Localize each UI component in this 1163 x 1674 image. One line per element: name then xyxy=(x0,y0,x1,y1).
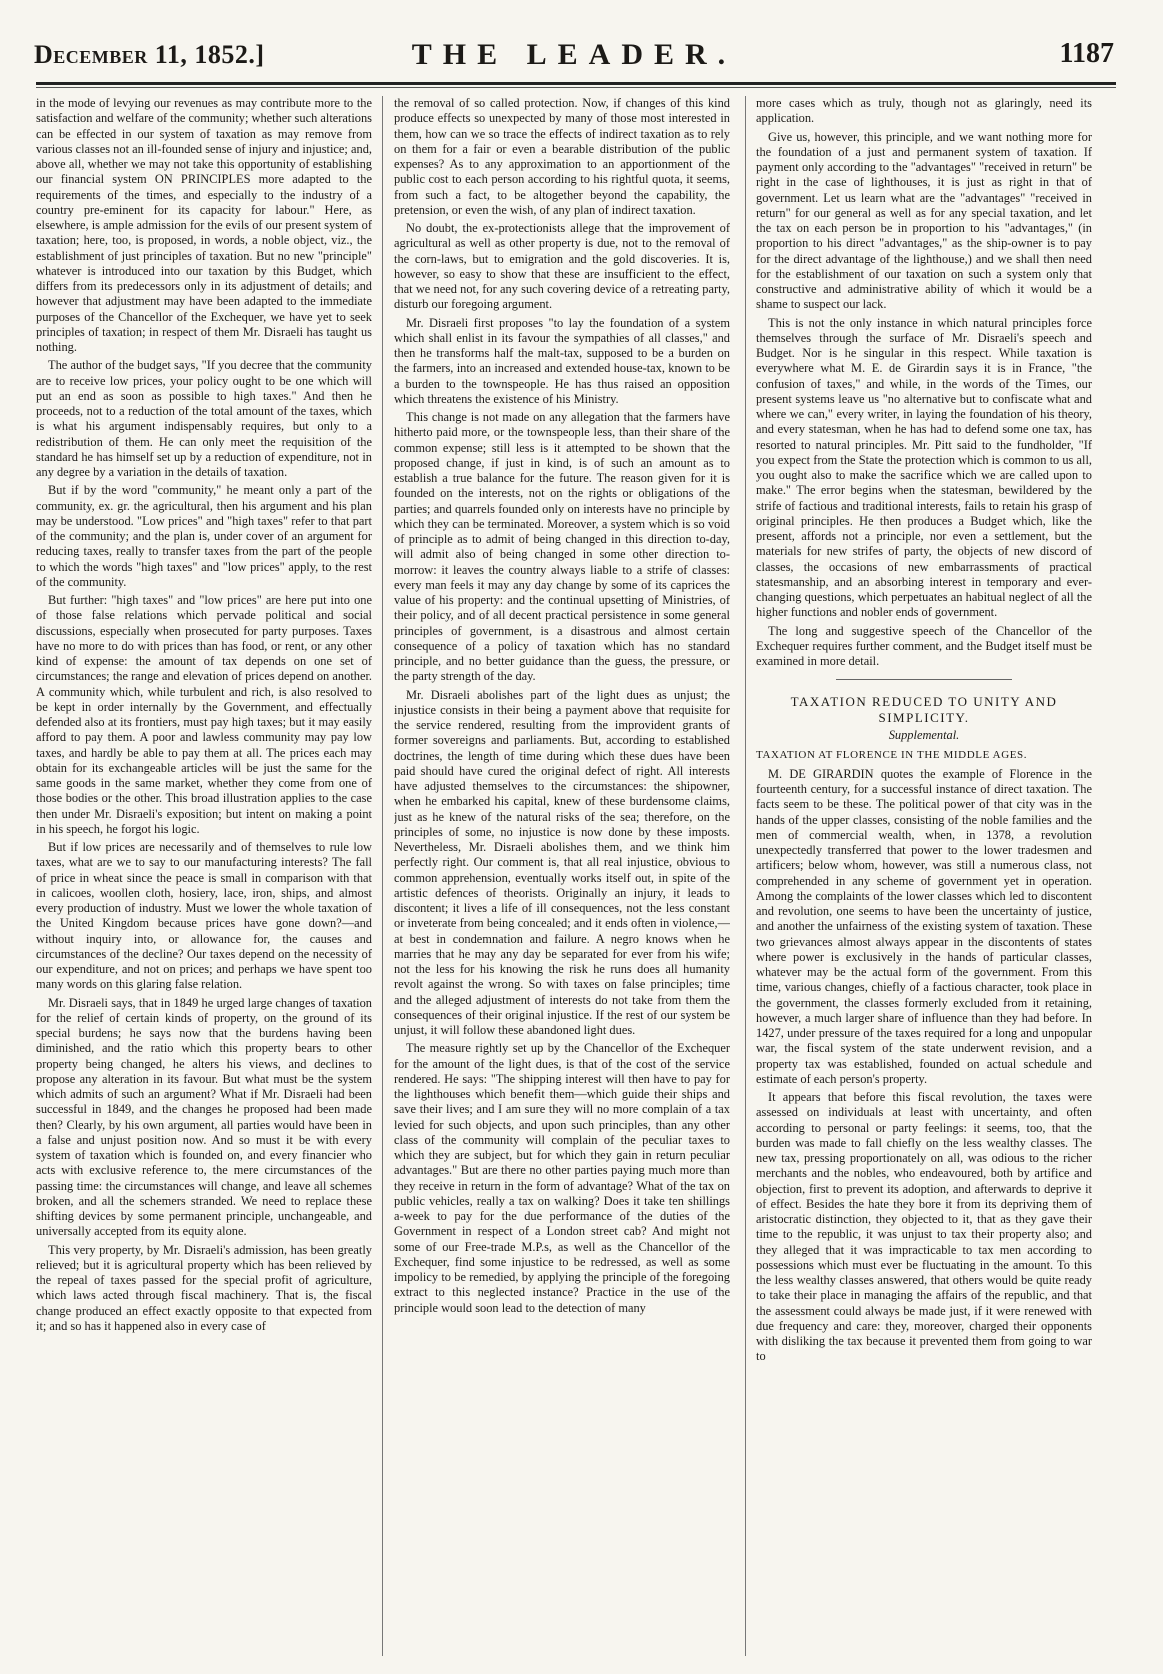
paragraph: M. DE GIRARDIN quotes the example of Florence in the fourteenth century, for a successful instance of direct taxation. The facts seem to be these. The political power of that city was in the hands of the upper classes, consisting of the noble families and the men of commercial wealth, when, in 1378, a revolution unexpectedly transferred that power to the lower tradesmen and artificers; below whom, however, was still a numerous class, not comprehended in any scheme of government yet in operation. Among the complaints of the lower classes which led to discontent and revolution, one seems to have been the uncertainty of justice, and another the unfairness of the existing system of taxation. These two grievances almost always appear in the discontents of states where power is exclusively in the hands of particular classes, whatever may be the actual form of the government. From this time, various changes, chiefly of a factious character, took place in the government, the classes formerly excluded from it retaining, however, a much larger share of influence than they had before. In 1427, under pressure of the taxes required for a long and unpopular war, the fiscal system of the state underwent revision, and a property tax was established, founded on actual schedule and estimate of each person's property. xyxy=(756,766,1092,1086)
article-subtitle: Supplemental. xyxy=(888,728,960,743)
paragraph: But further: "high taxes" and "low prices" are here put into one of those false relations which pervade political and social discussions, especially when prosecuted for party purposes. Taxes have no more to do with prices than has food, or rent, or any other kind of expense: the amount of tax depends on one set of circumstances; the range and elevation of prices depend on another. A community which, while turbulent and rich, is also resolved to be kept in order internally by the Government, and effectually defended also at its frontiers, must pay high taxes; but it may easily afford to pay them. A poor and lawless community may pay low taxes, and hardly be able to pay them at all. The prices each may obtain for its exchangeable articles will be just the same for the same goods in the same market, whether they come from one of those bodies or the other. This broad illustration applies to the case then under Mr. Disraeli's exposition; but intent on making a point in his speech, he forgot his logic. xyxy=(36,593,372,836)
paragraph: The author of the budget says, "If you decree that the community are to receive low prices, your policy ought to be one which will put an end as soon as possible to high taxes." And then he proceeds, not to a reduction of the total amount of the taxes, which is what his argument indispensably requires, but only to a redistribution of them. He can only meet the requisition of the standard he has himself set up by a reduction of expenditure, not in any degree by a variation in the details of taxation. xyxy=(36,358,372,479)
header-rule xyxy=(36,82,1116,85)
paragraph: No doubt, the ex-protectionists allege that the improvement of agricultural as well as other property is due, not to the removal of the corn-laws, but to emigration and the gold discoveries. It is, however, so easy to show that these are insufficient to the effect, that we need not, for any such covering device of a retreating party, disturb our foregoing argument. xyxy=(394,221,730,312)
paragraph: This is not the only instance in which natural principles force themselves through the surface of Mr. Disraeli's speech and Budget. Nor is he singular in this respect. While taxation is everywhere what M. E. de Girardin says it is in France, "the confusion of taxes," and while, in the words of the Times, our present systems leave us "no alternative but to confiscate what and where we can," every writer, in laying the foundation of his theory, and every statesman, when he has had to defend some one tax, has resorted to natural principles. Mr. Pitt said to the fundholder, "If you expect from the State the protection which is common to us all, you ought also to make the sacrifice which we are called upon to make." The error begins when the statesman, bewildered by the strife of factious and traditional interests, fails to retain his grasp of original principles. He then produces a Budget which, like the present, affords not a principle, nor even a settlement, but the materials for new strifes of party, the objects of new discord of classes, the occasions of new embarrassments of practical statesmanship, and an absorbing interest in temporary and ever-changing questions, which perpetuates an habitual neglect of all the higher functions and nobler ends of government. xyxy=(756,315,1092,620)
column-3 xyxy=(756,96,1092,1661)
paragraph: This change is not made on any allegation that the farmers have hitherto paid more, or the townspeople less, than their share of the common expense; still less is it attempted to be shown that the proposed change, if just in kind, is of such an amount as to establish a true balance for the future. The reason given for it is founded on the interests, not on the rights or obligations of the parties; and quarrels founded only on interests have no principle by which they can be terminated. Moreover, a system which is so void of principle as to admit of being changed in this direction to-day, will admit also of being changed in some other direction to-morrow: it leaves the country always liable to a strife of classes: every man feels it may any day change by some of its caprices the value of his property: and the continual upsetting of Ministries, of their policy, and of all decent practical persistence in some general principles of government, is a disastrous and almost certain consequence of a policy of taxation which has no standard principle, and no better guidance than the guess, the pressure, or the party strength of the day. xyxy=(394,410,730,684)
masthead xyxy=(34,36,1114,76)
page-number: 1187 xyxy=(1059,38,1114,69)
paragraph: Give us, however, this principle, and we want nothing more for the foundation of a just and permanent system of taxation. If payment only according to the "advantages" "received in return" be right in the case of lighthouses, it is just as right in that of government. Let us learn what are the "advantages" "received in return" for our general as well as for any special taxation, and let the tax on each person be in proportion to his "advantages," (in proportion to his direct "advantages," as the ship-owner is to pay for the direct advantage of the lighthouse,) and we shall then need for the establishment of our taxation on such a system only that constructive and administrative ability of which it would be a shame to suspect our lack. xyxy=(756,129,1092,312)
newspaper-title: THE LEADER. xyxy=(411,38,737,71)
paragraph: But if low prices are necessarily and of themselves to rule low taxes, what are we to say to our manufacturing interests? The fall of price in wheat since the peace is small in comparison with that in calicoes, woollen cloth, hosiery, lace, iron, ships, and almost every production of industry. Must we lower the whole taxation of the United Kingdom because prices have gone down?—and without inquiry into, or allowance for, the causes and circumstances of the decline? Our taxes depend on the necessity of our expenditure, and not on prices; and perhaps we have spent too many words on this glaring false relation. xyxy=(36,840,372,992)
article-heading: TAXATION REDUCED TO UNITY AND SIMPLICITY. xyxy=(790,694,1058,726)
paragraph: in the mode of levying our revenues as may contribute more to the satisfaction and welfare of the community; whether such alterations can be effected in our system of taxation as may remove from various classes not an ill-founded sense of injury and injustice; and, above all, whether we may not take this opportunity of establishing our financial system ON PRINCIPLES more adapted to the requirements of the times, and especially to the industry of a country pre-eminent for its capacity for labour." Here, as elsewhere, is ample admission for the evils of our present system of taxation; here, too, is proposed, in words, a noble object, viz., the establishment of just principles of taxation. But no new "principle" whatever is introduced into our taxation by this Budget, which differs from its predecessors only in its adjustment of details; and however that adjustment may have been adapted to the immediate purposes of the Chancellor of the Exchequer, we have yet to seek principles of taxation; in respect of them Mr. Disraeli has taught us nothing. xyxy=(36,96,372,354)
paragraph: The long and suggestive speech of the Chancellor of the Exchequer requires further comment, and the Budget itself must be examined in more detail. xyxy=(756,623,1092,668)
paragraph: This very property, by Mr. Disraeli's admission, has been greatly relieved; but it is agricultural property which has been relieved by the repeal of taxes passed for the special profit of agriculture, which laws acted through fiscal machinery. That is, the fiscal change produced an effect exactly opposite to that expected from it; and so has it happened also in every case of xyxy=(36,1242,372,1333)
column-1 xyxy=(36,96,372,1661)
article-subhead: TAXATION AT FLORENCE IN THE MIDDLE AGES. xyxy=(756,748,1028,761)
paragraph: Mr. Disraeli abolishes part of the light dues as unjust; the injustice consists in their being a payment above that requisite for the service rendered, resulting from the improvident grants of former sovereigns and parliaments. But, according to established doctrines, the length of time during which these dues have been paid should have cured the original defect of right. All interests have adjusted themselves to the circumstances: the shipowner, when he embarked his capital, knew of these burdensome claims, just as he knew of the natural risks of the sea; therefore, on the principles of some, no injustice is now done by these imposts. Nevertheless, Mr. Disraeli abolishes them, and we think him perfectly right. Our comment is, that all real injustice, obvious to common apprehension, eventually works itself out, in spite of the artistic defences of theorists. Originally an injury, it leads to discontent; it lives a life of ill consequences, not the less constant or inveterate from being concealed; and it ends often in violence,—at best in condemnation and failure. A negro knows when he marries that he may any day be separated for ever from his wife; not the less for his knowing the risk he runs does all humanity revolt against the wrong. So with taxes on false principles; time and the alleged adjustment of interests do not take from them the consequences of their original injustice. If the rest of our system be unjust, it will follow these abandoned light dues. xyxy=(394,687,730,1037)
paragraph: more cases which as truly, though not as glaringly, need its application. xyxy=(756,96,1092,126)
paragraph: The measure rightly set up by the Chancellor of the Exchequer for the amount of the light dues, is that of the cost of the service rendered. He says: "The shipping interest will then have to pay for the lighthouses which benefit them—which guide their ships and save their lives; and I am sure they will no more complain of a tax levied for such objects, and upon such principles, than any other class of the community will complain of the peculiar taxes to which they are subject, but for which they gain in return peculiar advantages." But are there no other parties paying much more than they receive in return in the form of advantage? What of the tax on public vehicles, really a tax on walking? Does it take ten shillings a-week to pay for the due performance of the duties of the Government in respect of a London street cab? And might not some of our Free-trade M.P.s, as well as the Chancellor of the Exchequer, find some injustice to be redressed, as well as some impolicy to be remedied, by applying the principle of the foregoing extract to this neglected instance? Practice in the use of the principle would soon lead to the detection of many xyxy=(394,1041,730,1315)
column-2 xyxy=(394,96,730,1661)
header-rule-thin xyxy=(36,87,1116,88)
paragraph: But if by the word "community," he meant only a part of the community, ex. gr. the agricultural, then his argument and his plan may be understood. "Low prices" and "high taxes" refer to that part of the community; and the plan is, under cover of an argument for reducing taxes, really to transfer taxes from the part of the people to which the words "high taxes" and "low prices" apply, to the rest of the community. xyxy=(36,483,372,589)
issue-date: December 11, 1852.] xyxy=(34,40,265,69)
paragraph: Mr. Disraeli first proposes "to lay the foundation of a system which shall enlist in its favour the sympathies of all classes," and then he transforms half the malt-tax, supposed to be a burden on the farmers, into an increased and extended house-tax, known to be a burden to the townspeople. He has thus raised an opposition which threatens the existence of his Ministry. xyxy=(394,315,730,406)
paragraph: Mr. Disraeli says, that in 1849 he urged large changes of taxation for the relief of certain kinds of property, on the ground of its special burdens; he says now that the burdens having been diminished, and the ratio which this property bears to other property being changed, he alters his views, and declines to propose any alteration in its favour. But what must be the system which admits of such an argument? What if Mr. Disraeli had been successful in 1849, and the changes he proposed had been made then? Clearly, by his own argument, all parties would have been in a false and unjust position now. And so must it be with every system of taxation which is founded on, and every financier who acts with exclusive reference to, the mere circumstances of the passing time: the circumstances will change, and leave all schemes broken, and all the schemers stranded. We need to replace these shifting devices by some permanent principle, unchangeable, and universally accepted from its equity alone. xyxy=(36,995,372,1239)
column-divider xyxy=(745,96,746,1656)
column-divider xyxy=(382,96,383,1656)
section-rule xyxy=(836,679,1012,680)
paragraph: It appears that before this fiscal revolution, the taxes were assessed on individuals at least with uncertainty, and often according to personal or party feelings: it seems, too, that the burden was made to fall chiefly on the less wealthy classes. The new tax, pressing proportionately on all, was odious to the richer merchants and the nobles, who endeavoured, both by artifice and objection, first to prevent its adoption, and afterwards to deprive it of effect. Besides the hate they bore it from its depriving them of aristocratic distinction, they objected to it, that as they gave their time to the republic, it was unjust to tax their property also; and they alleged that it was impracticable to tax men according to possessions which must ever be fluctuating in the amount. To this the less wealthy classes answered, that others would be quite ready to take their place in managing the affairs of the republic, and that the assessment could always be made just, if it were renewed with due frequency and care: they, moreover, charged their opponents with disliking the tax because it prevented them from going to war to xyxy=(756,1090,1092,1364)
paragraph: the removal of so called protection. Now, if changes of this kind produce effects so unexpected by many of those most interested in them, how can we so trace the effects of indirect taxation as to rely on them for a fair or even a bearable distribution of the public expenses? As to any approximation to an apportionment of the public cost to each person according to his rightful quota, it seems, from such a fact, to be altogether beyond the capability, the pretension, or even the wish, of any plan of indirect taxation. xyxy=(394,96,730,217)
